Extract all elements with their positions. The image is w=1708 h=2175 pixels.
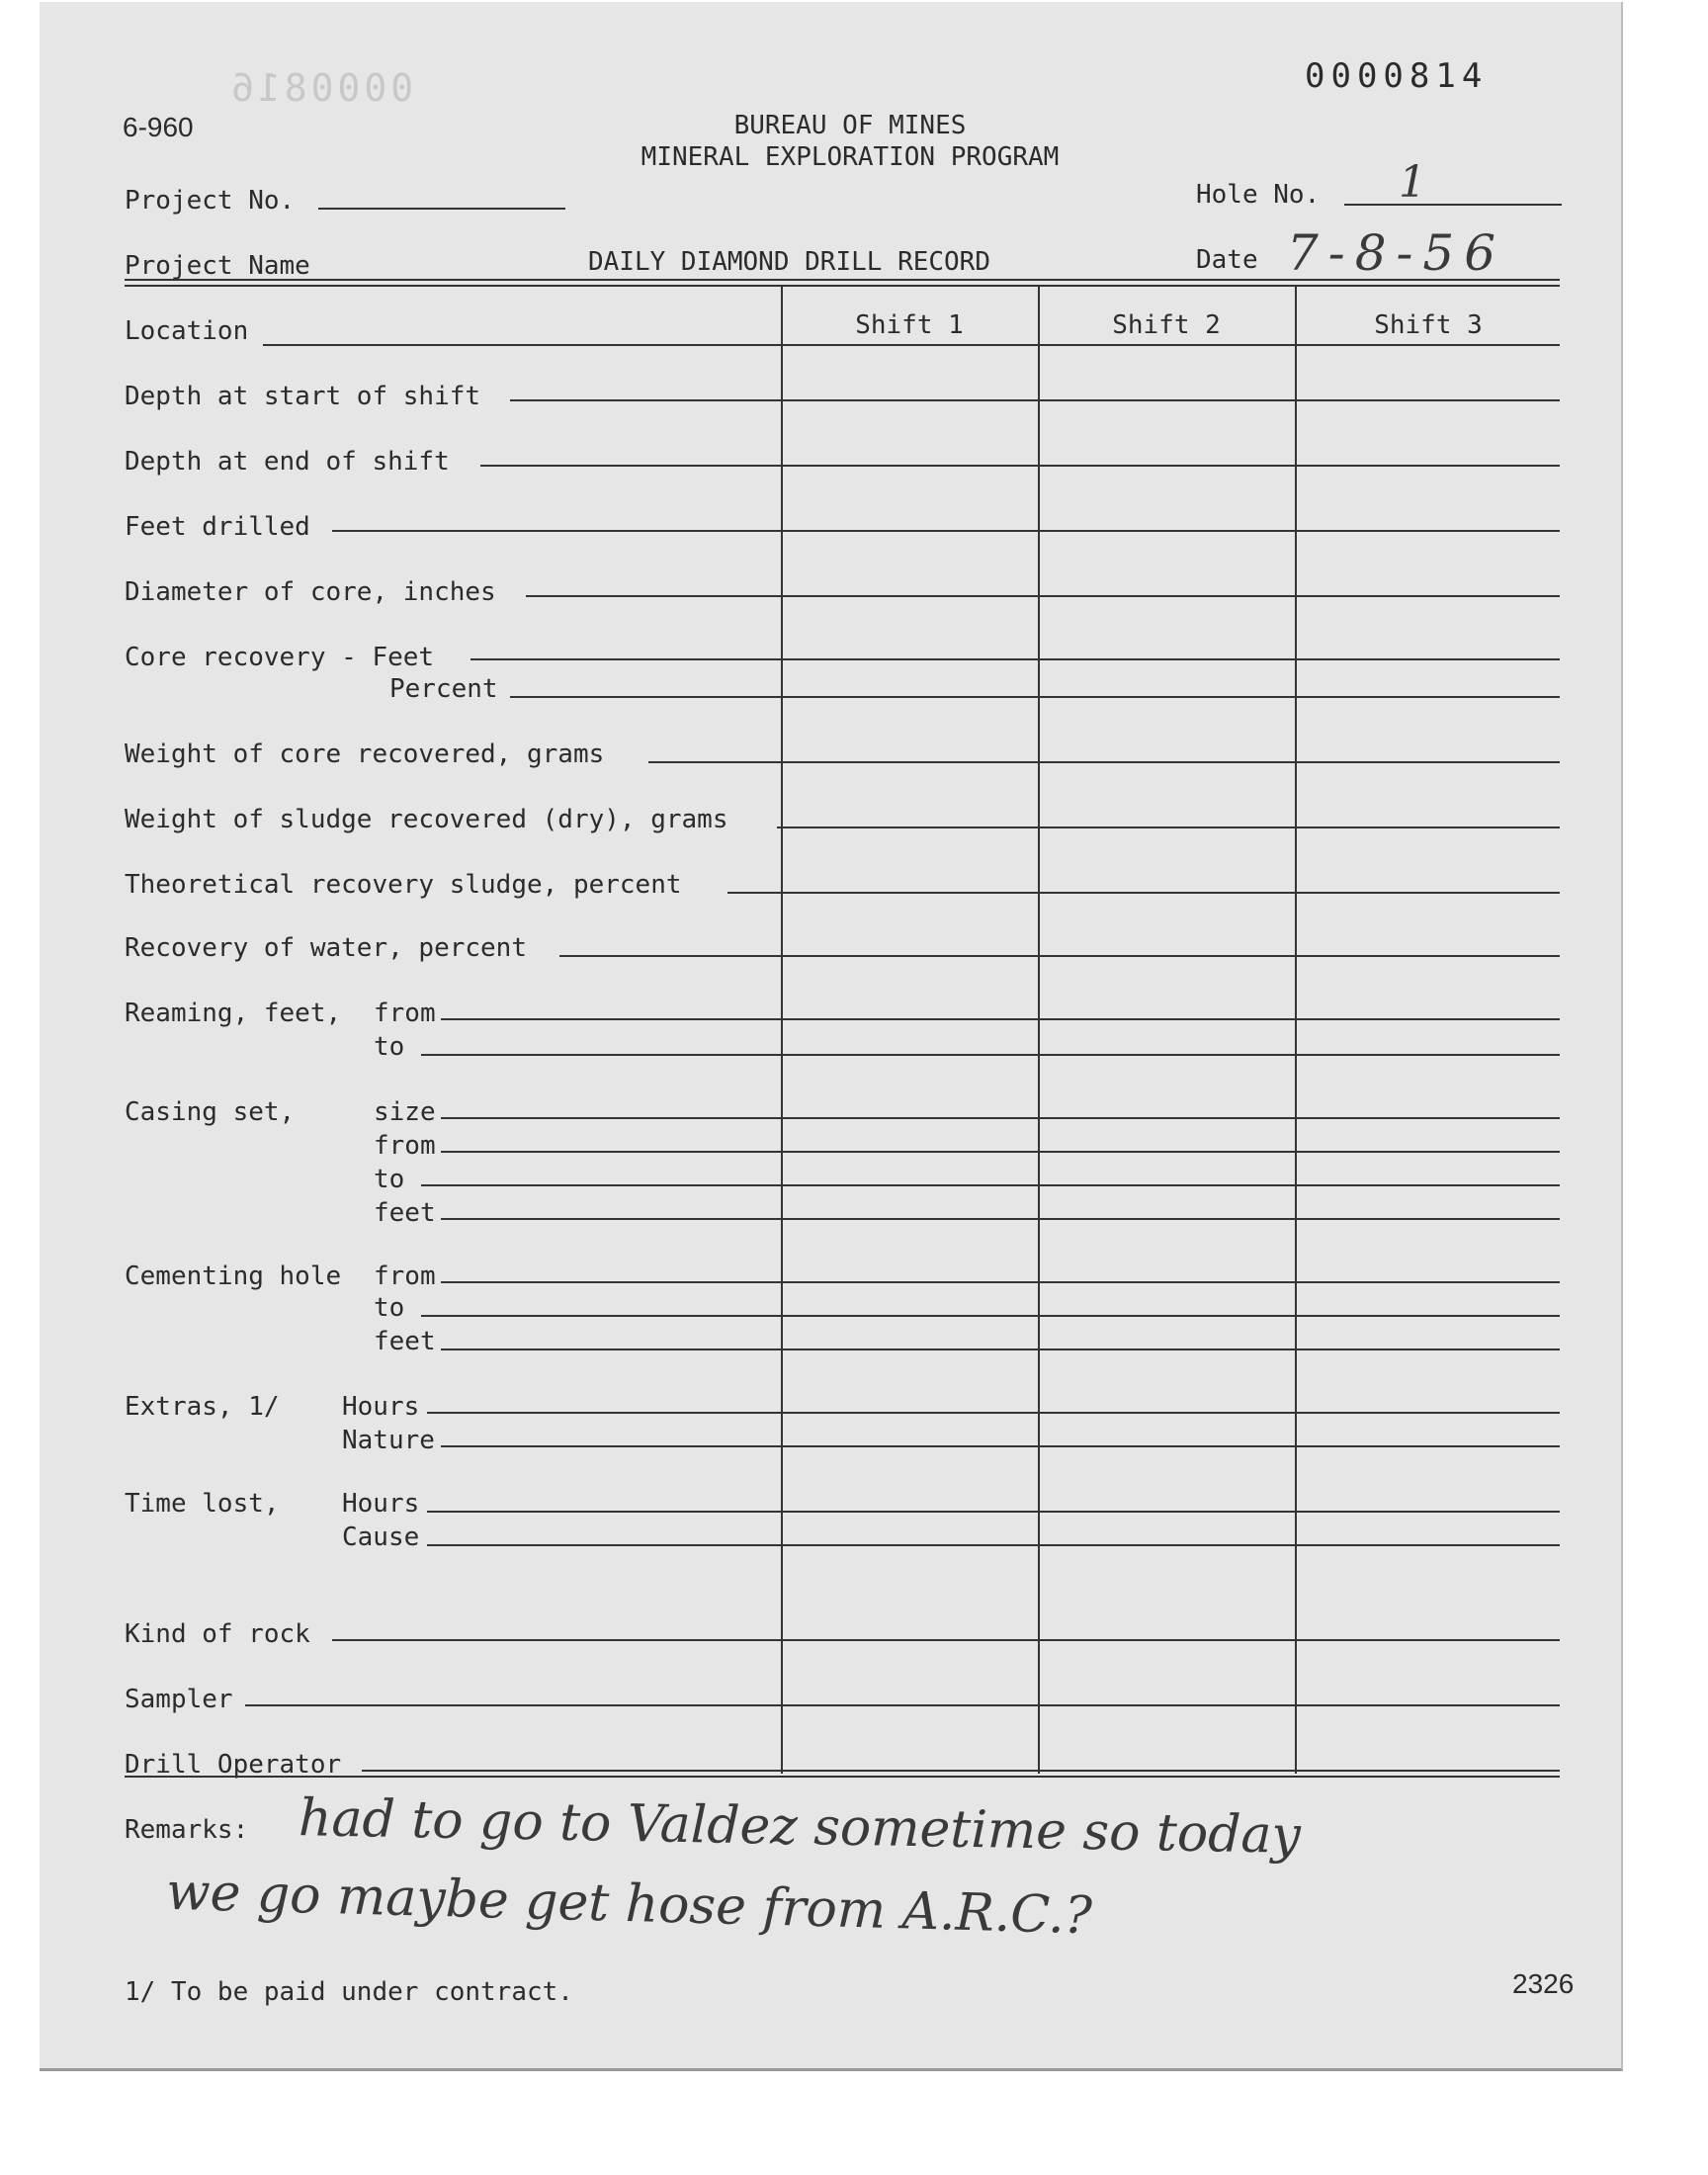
shift2-left-border: [1038, 285, 1040, 1774]
field-line-depth-start[interactable]: [510, 399, 1560, 401]
row-label-sampler: Sampler: [125, 1685, 233, 1714]
field-line-core-recovery-feet[interactable]: [470, 658, 1560, 660]
row-label-core-recovery-feet: Core recovery - Feet: [125, 643, 435, 672]
remarks-line-2: we go maybe get hose from A.R.C.?: [165, 1862, 1093, 1947]
field-line-time-lost-hours[interactable]: [427, 1511, 1560, 1513]
field-line-cementing-feet[interactable]: [441, 1348, 1560, 1350]
row-label-casing-set: Casing set,: [125, 1097, 296, 1127]
document-number: 0000814: [1305, 56, 1489, 96]
field-line-theoretical-sludge[interactable]: [727, 892, 1560, 894]
row-sub-cementing-feet: feet: [374, 1327, 436, 1356]
field-line-time-lost-cause[interactable]: [427, 1544, 1560, 1546]
row-label-extras: Extras, 1/: [125, 1392, 280, 1422]
field-line-core-weight[interactable]: [648, 761, 1560, 763]
shift1-left-border: [781, 285, 783, 1774]
field-line-feet-drilled[interactable]: [332, 530, 1560, 532]
table-top-rule-2: [125, 285, 1560, 287]
field-line-extras-nature[interactable]: [441, 1445, 1560, 1447]
field-line-sludge-weight[interactable]: [777, 826, 1560, 828]
shift3-left-border: [1295, 285, 1297, 1774]
field-line-reaming-to[interactable]: [421, 1054, 1560, 1056]
hole-no-label: Hole No.: [1196, 180, 1321, 210]
field-line-casing-to[interactable]: [421, 1184, 1560, 1186]
row-label-time-lost: Time lost,: [125, 1489, 280, 1519]
field-line-cementing-to[interactable]: [421, 1315, 1560, 1317]
location-field[interactable]: [263, 344, 1560, 346]
program-title: MINERAL EXPLORATION PROGRAM: [640, 142, 1060, 172]
form-number: 6-960: [123, 112, 194, 142]
row-label-drill-operator: Drill Operator: [125, 1750, 342, 1780]
row-sub-casing-to: to: [374, 1165, 405, 1194]
row-sub-core-recovery-percent: Percent: [389, 674, 498, 704]
row-sub-extras-nature: Nature: [342, 1426, 435, 1455]
field-line-extras-hours[interactable]: [427, 1412, 1560, 1414]
field-line-sampler[interactable]: [245, 1704, 1560, 1706]
project-name-label: Project Name: [125, 251, 310, 281]
faded-number: 0000816: [227, 66, 414, 110]
date-value: 7-8-56: [1287, 224, 1506, 282]
row-label-cementing-hole: Cementing hole: [125, 1262, 342, 1291]
project-no-field[interactable]: [318, 208, 565, 210]
table-top-rule: [125, 279, 1560, 281]
row-label-core-diameter: Diameter of core, inches: [125, 577, 496, 607]
shift-2-header: Shift 2: [1112, 310, 1221, 340]
row-label-water-recovery: Recovery of water, percent: [125, 933, 527, 963]
shift-3-header: Shift 3: [1374, 310, 1483, 340]
hole-no-field[interactable]: [1344, 204, 1562, 206]
project-no-label: Project No.: [125, 186, 296, 216]
field-line-cementing-from[interactable]: [441, 1281, 1560, 1283]
footnote: 1/ To be paid under contract.: [125, 1977, 573, 2007]
shift-1-header: Shift 1: [855, 310, 964, 340]
field-line-drill-operator[interactable]: [362, 1770, 1560, 1772]
field-line-core-recovery-percent[interactable]: [510, 696, 1560, 698]
row-label-feet-drilled: Feet drilled: [125, 512, 310, 542]
row-sub-reaming-to: to: [374, 1032, 405, 1062]
row-sub-casing-from: from: [374, 1131, 436, 1161]
row-sub-time-lost-hours: Hours: [342, 1489, 420, 1519]
date-label: Date: [1196, 245, 1258, 275]
form-sheet: [40, 2, 1623, 2071]
field-line-kind-of-rock[interactable]: [332, 1639, 1560, 1641]
row-sub-cementing-from: from: [374, 1262, 436, 1291]
agency-title: BUREAU OF MINES: [733, 111, 967, 140]
row-sub-casing-feet: feet: [374, 1198, 436, 1228]
row-sub-extras-hours: Hours: [342, 1392, 420, 1422]
page-number: 2326: [1512, 1968, 1575, 1999]
row-label-sludge-weight: Weight of sludge recovered (dry), grams: [125, 805, 728, 834]
field-line-core-diameter[interactable]: [526, 595, 1560, 597]
field-line-casing-from[interactable]: [441, 1151, 1560, 1153]
row-label-depth-start: Depth at start of shift: [125, 382, 481, 411]
form-title: DAILY DIAMOND DRILL RECORD: [588, 247, 990, 277]
field-line-depth-end[interactable]: [480, 465, 1560, 467]
hole-no-value: 1: [1399, 157, 1426, 208]
field-line-casing-feet[interactable]: [441, 1218, 1560, 1220]
row-label-kind-of-rock: Kind of rock: [125, 1619, 310, 1649]
row-label-depth-end: Depth at end of shift: [125, 447, 450, 477]
field-line-reaming-from[interactable]: [441, 1018, 1560, 1020]
row-label-reaming: Reaming, feet,: [125, 999, 342, 1028]
remarks-line-1: had to go to Valdez sometime so today: [298, 1788, 1302, 1866]
location-label: Location: [125, 316, 249, 346]
remarks-label: Remarks:: [125, 1815, 249, 1845]
row-sub-reaming-from: from: [374, 999, 436, 1028]
row-sub-casing-size: size: [374, 1097, 436, 1127]
row-sub-time-lost-cause: Cause: [342, 1522, 420, 1552]
field-line-casing-size[interactable]: [441, 1117, 1560, 1119]
row-sub-cementing-to: to: [374, 1293, 405, 1323]
row-label-theoretical-sludge: Theoretical recovery sludge, percent: [125, 870, 682, 900]
table-bottom-rule: [125, 1776, 1560, 1778]
row-label-core-weight: Weight of core recovered, grams: [125, 740, 605, 769]
field-line-water-recovery[interactable]: [559, 955, 1560, 957]
